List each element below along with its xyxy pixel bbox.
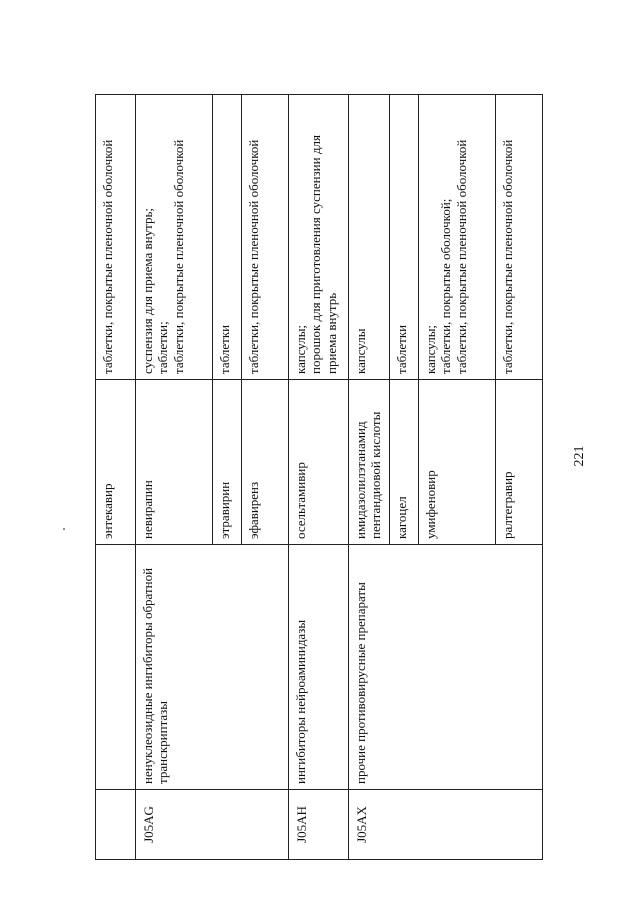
dosage-form-line: таблетки; [155, 321, 171, 374]
dosage-forms-cell [496, 95, 543, 380]
table-row [289, 95, 349, 860]
table-row [349, 95, 390, 860]
rotated-table-area [95, 95, 630, 860]
drug-name-cell: умифеновир [419, 380, 496, 545]
dosage-form-line: порошок для приготовления суспензии для приема внутрь [308, 135, 339, 374]
dosage-forms-cell [213, 95, 242, 380]
dosage-form-line: капсулы; [293, 324, 308, 374]
dosage-form-line: таблетки, покрытые пленочной оболочкой [453, 139, 469, 374]
drug-name-cell: кагоцел [390, 380, 419, 545]
dosage-form-line: таблетки [217, 324, 232, 374]
page-number: 221 [572, 445, 587, 467]
dosage-form-line: таблетки [394, 324, 409, 374]
scan-speck [63, 528, 65, 530]
dosage-form-line: таблетки, покрытые пленочной оболочкой [170, 139, 186, 374]
drug-registry-table [95, 94, 543, 860]
dosage-form-line: таблетки, покрытые пленочной оболочкой [500, 139, 515, 374]
table-row [136, 95, 213, 860]
dosage-forms-cell [390, 95, 419, 380]
dosage-forms-cell [289, 95, 349, 380]
atc-code-cell: J05AH [289, 790, 349, 860]
dosage-forms-cell [96, 95, 136, 380]
dosage-form-line: таблетки, покрытые пленочной оболочкой [100, 139, 115, 374]
atc-code-cell [96, 790, 136, 860]
pharm-group-cell: ненуклеозидные ингибиторы обратной транскриптазы [136, 545, 289, 790]
dosage-form-line: капсулы; [423, 324, 438, 374]
drug-name-cell: ралтегравир [496, 380, 543, 545]
dosage-form-line: капсулы [353, 328, 368, 374]
drug-name-cell: имидазолилэтанамид пентандиовой кислоты [349, 380, 390, 545]
dosage-form-line: суспензия для приема внутрь; [140, 207, 155, 374]
dosage-forms-cell [349, 95, 390, 380]
rotated-table-inner [95, 95, 630, 860]
table-row [96, 95, 136, 860]
pharm-group-cell [96, 545, 136, 790]
dosage-forms-cell [242, 95, 289, 380]
drug-name-cell: невирапин [136, 380, 213, 545]
atc-code-cell: J05AX [349, 790, 543, 860]
drug-name-cell: эфавиренз [242, 380, 289, 545]
dosage-forms-cell [136, 95, 213, 380]
dosage-form-line: таблетки, покрытые пленочной оболочкой [246, 139, 261, 374]
pharm-group-cell: ингибиторы нейроаминидазы [289, 545, 349, 790]
drug-name-cell: этравирин [213, 380, 242, 545]
drug-name-cell: энтекавир [96, 380, 136, 545]
dosage-forms-cell [419, 95, 496, 380]
atc-code-cell: J05AG [136, 790, 289, 860]
dosage-form-line: таблетки, покрытые оболочкой; [438, 198, 454, 374]
pharm-group-cell: прочие противовирусные препараты [349, 545, 543, 790]
drug-name-cell: осельтамивир [289, 380, 349, 545]
